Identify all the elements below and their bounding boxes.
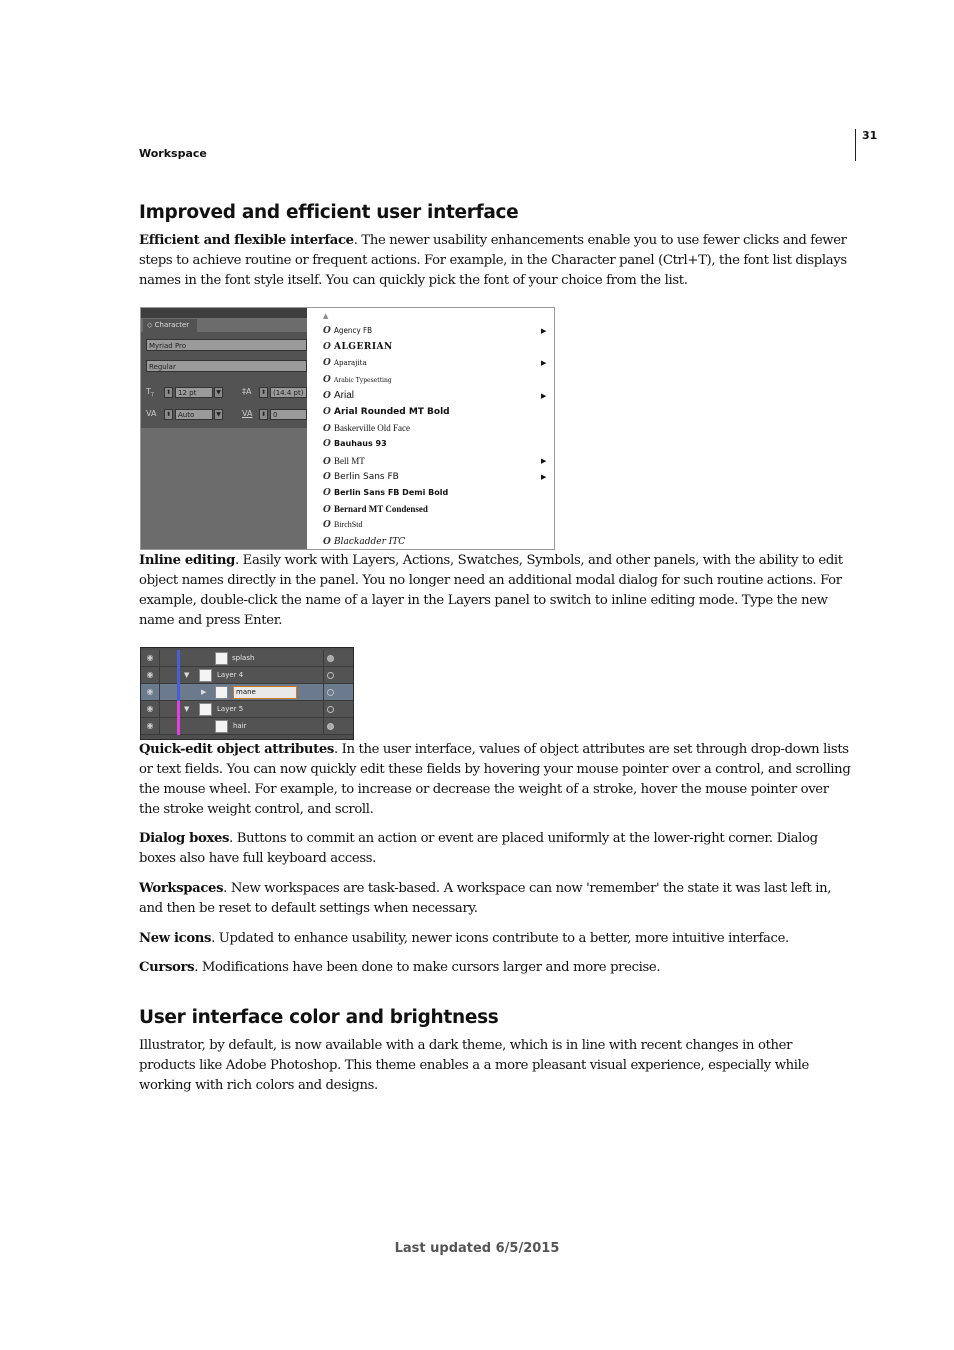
character-panel [141, 308, 307, 549]
layer-name-input[interactable]: mane [233, 686, 297, 699]
font-list-dropdown [307, 308, 554, 549]
leading-input[interactable]: (14.4 pt) [270, 387, 307, 398]
paragraph-cursors [139, 958, 851, 978]
layer-row[interactable] [141, 684, 353, 701]
font-size-dropdown[interactable]: ▼ [214, 387, 223, 398]
section-heading-ui: Improved and efficient user interface [139, 202, 519, 223]
column-divider [323, 684, 324, 701]
column-divider [323, 718, 324, 735]
font-list-item[interactable] [323, 420, 410, 436]
layers-panel-screenshot [140, 647, 354, 740]
opentype-font-icon: O [323, 439, 331, 450]
opentype-font-icon: O [323, 520, 331, 531]
opentype-font-icon: O [323, 456, 331, 467]
character-tab[interactable] [143, 319, 197, 332]
page-number: 31 [862, 129, 878, 142]
term: New icons [139, 931, 212, 946]
column-divider [323, 650, 324, 667]
font-family-field[interactable]: Myriad Pro [146, 339, 307, 351]
paragraph-new-icons [139, 929, 851, 949]
visibility-eye-icon[interactable]: ◉ [146, 653, 154, 662]
target-circle-icon[interactable] [327, 655, 334, 662]
tracking-input[interactable]: 0 [270, 409, 307, 420]
body-text: . Modifications have been done to make cursors larger and more precise. [194, 960, 661, 975]
opentype-font-icon: O [323, 424, 331, 435]
layer-row[interactable] [141, 667, 353, 684]
collapse-arrow-icon[interactable]: ▼ [184, 705, 190, 713]
column-divider [159, 650, 160, 667]
term: Efficient and flexible interface [139, 233, 354, 248]
tab-label: Character [154, 321, 190, 329]
visibility-eye-icon[interactable]: ◉ [146, 670, 154, 679]
font-list-item[interactable] [323, 323, 372, 339]
paragraph-workspaces [139, 879, 851, 919]
layer-name: Layer 5 [217, 705, 244, 713]
term: Cursors [139, 960, 195, 975]
paragraph-dark-theme: Illustrator, by default, is now available with a dark theme, which is in line with recent changes in other products like Adobe Photoshop. This theme enables a a more pleasant visual experience, especially while working with rich colors and designs. [139, 1038, 809, 1093]
font-size-input[interactable]: 12 pt [175, 387, 213, 398]
layer-row[interactable] [141, 718, 353, 735]
column-divider [323, 701, 324, 718]
layer-color-bar [177, 718, 180, 735]
submenu-arrow-icon[interactable]: ▶ [541, 456, 547, 465]
body-text: . New workspaces are task-based. A workspace can now 'remember' the state it was last left in, and then be reset to default settings when necessary. [139, 881, 832, 916]
kerning-dropdown[interactable]: ▼ [214, 409, 223, 420]
submenu-arrow-icon[interactable]: ▶ [541, 327, 547, 335]
font-list-item[interactable] [323, 485, 448, 501]
layer-row[interactable] [141, 650, 353, 667]
column-divider [159, 684, 160, 701]
font-list-item[interactable] [323, 372, 392, 388]
term: Dialog boxes [139, 831, 230, 846]
layer-thumbnail [199, 669, 212, 682]
paragraph-quick-edit [139, 740, 851, 820]
font-list-item[interactable] [323, 388, 354, 404]
expand-arrow-icon[interactable]: ▶ [201, 688, 207, 696]
section-heading-color: User interface color and brightness [139, 1007, 499, 1028]
font-name: Arial Rounded MT Bold [334, 407, 450, 417]
column-divider [159, 701, 160, 718]
column-divider [159, 718, 160, 735]
font-name: ALGERIAN [334, 342, 393, 353]
font-name: Bauhaus 93 [334, 439, 387, 449]
opentype-font-icon: O [323, 358, 331, 369]
font-list-item[interactable] [323, 404, 450, 420]
visibility-eye-icon[interactable]: ◉ [146, 704, 154, 713]
character-panel-screenshot [140, 307, 555, 550]
visibility-eye-icon[interactable]: ◉ [146, 687, 154, 696]
opentype-font-icon: O [323, 407, 331, 417]
tracking-stepper[interactable]: ⬍ [260, 411, 267, 418]
font-name: Berlin Sans FB [334, 471, 399, 482]
font-list-item[interactable] [323, 517, 362, 533]
layer-color-bar [177, 667, 180, 684]
font-name: Blackadder ITC [334, 536, 406, 547]
font-name: Bell MT [334, 455, 365, 466]
term: Inline editing [139, 553, 235, 568]
opentype-font-icon: O [323, 326, 331, 336]
footer-last-updated: Last updated 6/5/2015 [394, 1241, 560, 1256]
layer-row[interactable] [141, 701, 353, 718]
font-size-stepper[interactable]: ⬍ [165, 389, 172, 396]
font-list-item[interactable] [323, 534, 405, 550]
opentype-font-icon: O [323, 342, 331, 353]
font-size-icon: $T_T$ [146, 387, 154, 399]
body-text: . The newer usability enhancements enable you to use fewer clicks and fewer steps to achieve routine or frequent actions. For example, in the Character panel (Ctrl+T), the font list displays names in the font style itself. You can quickly pick the font of your choice from the list. [139, 233, 847, 288]
opentype-font-icon: O [323, 488, 331, 498]
font-name: Agency FB [334, 326, 373, 335]
paragraph-inline-editing [139, 551, 851, 631]
column-divider [159, 667, 160, 684]
term: Workspaces [139, 881, 224, 896]
layer-thumbnail [215, 652, 228, 665]
tracking-icon: VA [242, 409, 253, 418]
body-text: . Easily work with Layers, Actions, Swatches, Symbols, and other panels, with the ability to edit object names directly in the panel. You no longer need an additional modal dialog for such routine actions. For example, double-click the name of a layer in the Layers panel to switch to inline editing mode. Type the new name and press Enter. [139, 553, 843, 628]
scroll-up-icon[interactable]: ▲ [323, 312, 329, 320]
layer-thumbnail [215, 686, 228, 699]
term: Quick-edit object attributes [139, 742, 334, 757]
font-name: Bernard MT Condensed [334, 504, 428, 515]
layer-color-bar [177, 701, 180, 718]
leading-icon: ‡A [242, 387, 252, 396]
kerning-input[interactable]: Auto [175, 409, 213, 420]
opentype-font-icon: O [323, 536, 331, 547]
font-name: BirchStd [334, 520, 363, 530]
opentype-font-icon: O [323, 390, 331, 401]
collapse-arrow-icon[interactable]: ▼ [184, 671, 190, 679]
submenu-arrow-icon[interactable]: ▶ [541, 391, 547, 400]
body-text: . In the user interface, values of object attributes are set through drop-down lists or text fields. You can now quickly edit these fields by hovering your mouse pointer over a control, and scrolling the mouse wheel. For example, to increase or decrease the weight of a stroke, hover the mouse pointer over the stroke weight control, and scroll. [139, 742, 851, 817]
panel-menu-icon: ◇ [147, 321, 153, 329]
body-text: . Updated to enhance usability, newer icons contribute to a better, more intuitive interface. [211, 931, 789, 946]
font-list-item[interactable] [323, 339, 393, 355]
leading-stepper[interactable]: ⬍ [260, 389, 267, 396]
page-number-rule [855, 129, 856, 161]
font-name: Baskerville Old Face [334, 423, 410, 434]
layer-name: Layer 4 [217, 671, 244, 679]
body-text: . Buttons to commit an action or event are placed uniformly at the lower-right corner. Dialog boxes also have full keyboard access. [139, 831, 818, 866]
layer-name: splash [232, 654, 255, 662]
kerning-stepper[interactable]: ⬍ [165, 411, 172, 418]
layer-thumbnail [199, 703, 212, 716]
opentype-font-icon: O [323, 471, 331, 482]
visibility-eye-icon[interactable]: ◉ [146, 721, 154, 730]
submenu-arrow-icon[interactable]: ▶ [541, 472, 547, 481]
layer-color-bar [177, 650, 180, 667]
target-circle-icon[interactable] [327, 723, 334, 730]
layer-thumbnail [215, 720, 228, 733]
font-list-item[interactable] [323, 355, 367, 371]
running-header: Workspace [139, 147, 207, 160]
target-circle-icon[interactable] [327, 689, 334, 696]
font-name: Aparajita [334, 359, 367, 368]
font-list-item[interactable] [323, 453, 365, 469]
submenu-arrow-icon[interactable]: ▶ [541, 359, 547, 368]
column-divider [323, 667, 324, 684]
font-name: Arial [334, 389, 355, 401]
opentype-font-icon: O [323, 505, 331, 516]
font-list-item[interactable] [323, 469, 399, 485]
font-list-item[interactable] [323, 501, 428, 517]
layer-color-bar [177, 684, 180, 701]
panel-title-bar [141, 308, 307, 318]
paragraph-dialog-boxes [139, 829, 851, 869]
paragraph-efficient-interface [139, 231, 851, 291]
panel-controls [141, 336, 307, 428]
font-list-item[interactable] [323, 436, 387, 452]
layer-name: hair [233, 722, 247, 730]
font-name: Arabic Typesetting [334, 376, 392, 384]
opentype-font-icon: O [323, 374, 331, 385]
target-circle-icon[interactable] [327, 706, 334, 713]
kerning-icon: VA [146, 409, 157, 418]
target-circle-icon[interactable] [327, 672, 334, 679]
font-style-field[interactable]: Regular [146, 360, 307, 372]
font-name: Berlin Sans FB Demi Bold [334, 488, 449, 497]
